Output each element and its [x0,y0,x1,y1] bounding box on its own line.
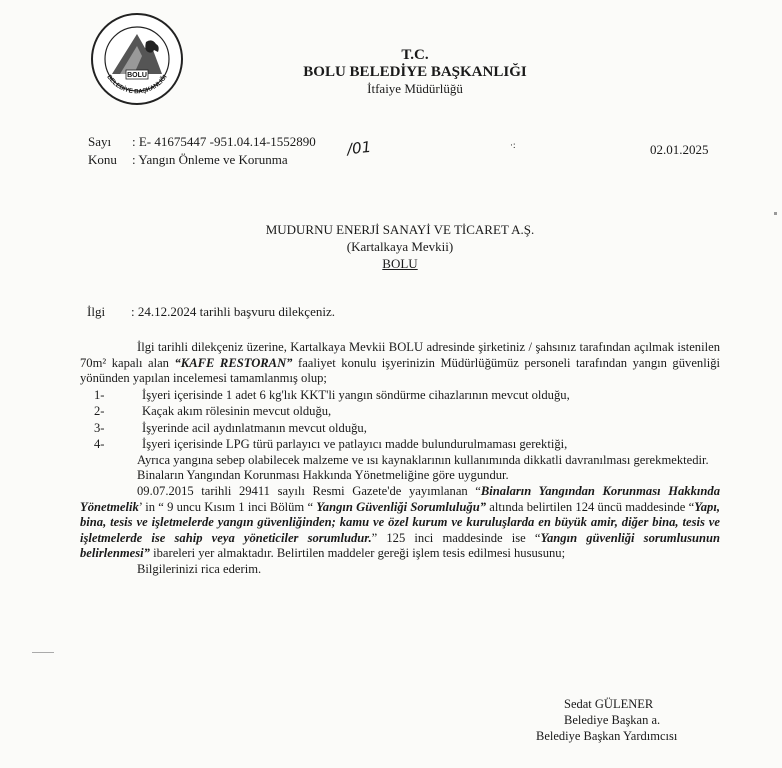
handwritten-annotation: /01 [346,137,373,159]
list-item [80,403,720,420]
header-municipality: BOLU BELEDİYE BAŞKANLIĞI [303,64,527,80]
list-item-number: 1- [94,387,105,402]
reg-text-b: ’ in “ 9 uncu Kısım 1 inci Bölüm “ [138,499,317,514]
signatory-title-1: Belediye Başkan a. [564,713,661,727]
scan-speck: ·: [510,140,516,150]
recipient-block [200,221,600,272]
list-item-text: İşyeri içerisinde LPG türü parlayıcı ve patlayıcı madde bulundurulmaması gerektiği, [142,437,568,452]
closing-paragraph: Bilgilerinizi rica ederim. [137,561,262,576]
reg-text-e: ibareleri yer almaktadır. Belirtilen maddeler gereği işlem tesis edilmesi hususunu; [149,546,566,561]
regulation-paragraph [80,484,720,562]
letterhead [250,47,580,97]
reg-text-a: 09.07.2015 tarihli 29411 sayılı Resmi Gazete'de yayımlanan “ [137,483,481,498]
ilgi-label: İlgi [87,304,106,319]
also-paragraph: Ayrıca yangına sebep olabilecek malzeme ve ısı kaynaklarının kullanımında dikkatli davranılması gerekmektedir. [137,452,709,467]
reg-text-c: altında belirtilen 124 üncü maddesinde “ [486,499,695,514]
list-item-text: İşyeri içerisinde 1 adet 6 kg'lık KKT'li yangın söndürme cihazlarının mevcut olduğu, [142,387,570,402]
sayi-row [88,133,316,151]
konu-label: Konu [88,152,117,167]
conformity-paragraph: Binaların Yangından Korunması Hakkında Yönetmeliğine göre uygundur. [137,468,509,483]
konu-value: : Yangın Önleme ve Korunma [132,152,288,167]
reg-text-d: ” 125 inci maddesinde ise “ [371,530,541,545]
signatory-name: Sedat GÜLENER [564,697,654,711]
municipality-logo [90,12,184,106]
intro-text-a: İlgi tarihli dilekçeniz üzerine, Kartalkaya Mevkii BOLU adresinde şirketiniz / şahsınız tarafından açılmak istenilen 70m² kapalı alan [80,340,720,370]
ilgi-value: : 24.12.2024 tarihli başvuru dilekçeniz. [131,304,335,319]
scan-mark [32,652,54,653]
recipient-company: MUDURNU ENERJİ SANAYİ VE TİCARET A.Ş. [265,222,535,237]
list-item-text: İşyerinde acil aydınlatmanın mevcut olduğu, [142,420,367,435]
list-item [80,420,720,437]
scan-mark [774,212,777,215]
letter-body [80,340,720,578]
recipient-location: (Kartalkaya Mevkii) [346,239,454,254]
list-item [80,436,720,453]
list-item-number: 3- [94,420,105,435]
header-tc: T.C. [401,47,429,63]
reg-emphasis-2: Yangın Güvenliği Sorumluluğu” [316,499,487,514]
sayi-label: Sayı [88,134,112,149]
konu-row [88,151,316,169]
document-date: 02.01.2025 [650,142,709,157]
logo-ring-text: BELEDİYE BAŞKANLIĞI [105,73,169,96]
intro-emphasis: “KAFE RESTORAN” [174,355,293,370]
logo-text: BOLU [127,72,147,79]
list-item-text: Kaçak akım rölesinin mevcut olduğu, [142,404,332,419]
reference-line [87,304,335,320]
list-item-number: 4- [94,437,105,452]
header-department: İtfaiye Müdürlüğü [367,81,463,96]
intro-paragraph [80,340,720,387]
sayi-value: : E- 41675447 -951.04.14-1552890 [132,134,316,149]
recipient-city: BOLU [382,256,418,271]
document-meta [88,133,316,169]
reg-emphasis-4: Yangın güvenliği sorumlusunun belirlenmesi” [80,530,720,561]
findings-list [80,387,720,453]
list-item [80,387,720,404]
signature-block [536,696,677,744]
reg-emphasis-3: Yapı, bina, tesis ve işletmelerde yangın güvenliğinden; kamu ve özel kurum ve kuruluşlarda en büyük amir, diğer bina, tesis ve işletmelerde ise sahip veya yöneticiler sorumludur. [80,499,720,545]
list-item-number: 2- [94,404,105,419]
reg-emphasis-1: Binaların Yangından Korunması Hakkında Yönetmelik [80,483,720,514]
signatory-title-2: Belediye Başkan Yardımcısı [536,729,678,743]
intro-text-b: faaliyet konulu işyerinizin Müdürlüğümüz personeli tarafından yangın güvenliği yönünden yapılan incelemesi tamamlanmış olup; [80,355,721,386]
